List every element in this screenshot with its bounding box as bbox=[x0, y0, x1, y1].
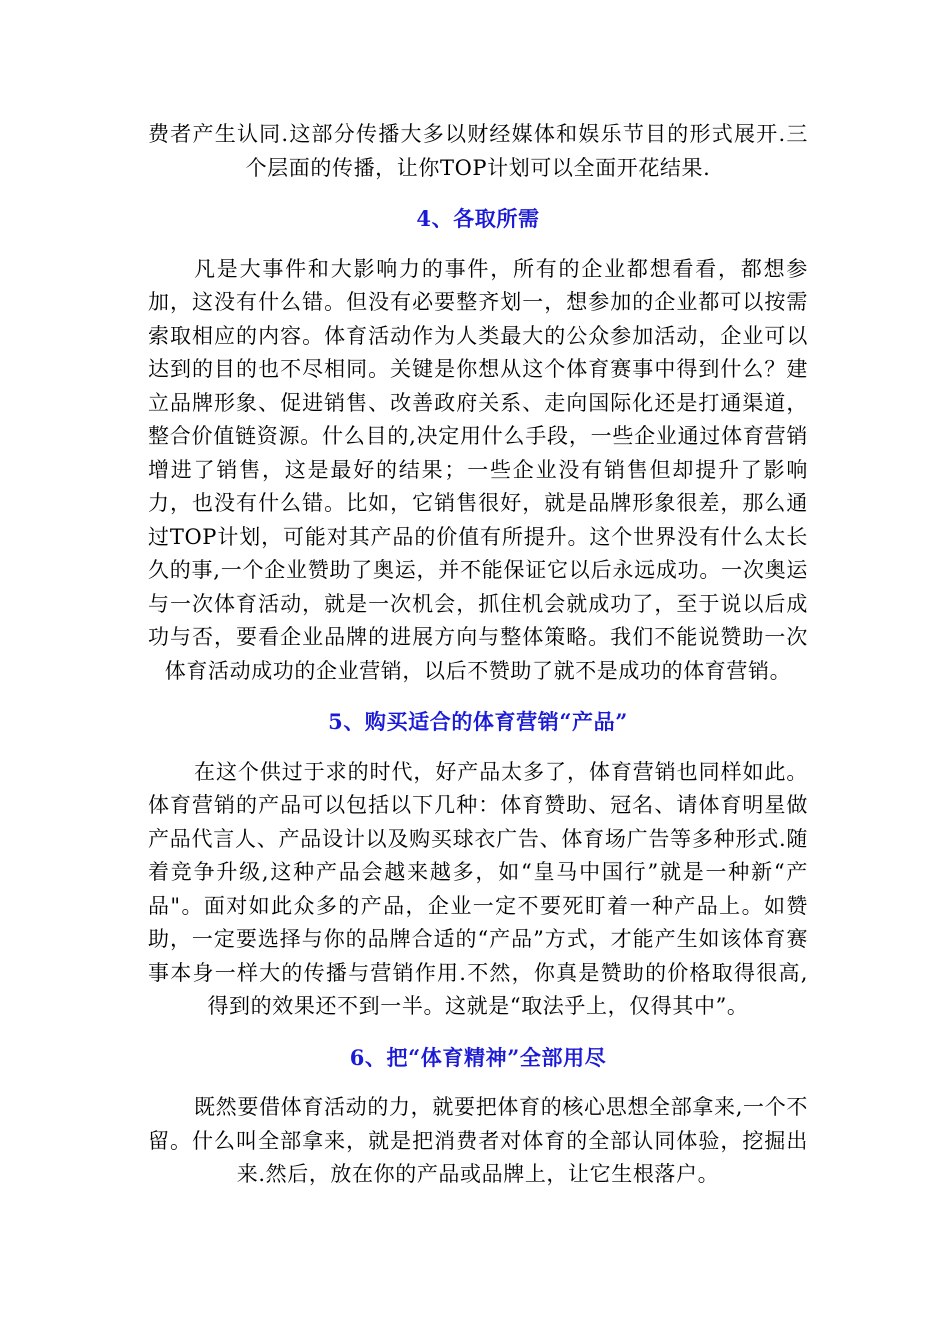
section-heading-5: 5、购买适合的体育营销“产品” bbox=[328, 709, 628, 734]
intro-paragraph: 费者产生认同.这部分传播大多以财经媒体和娱乐节目的形式展开.三个层面的传播，让你TOP计划可以全面开花结果. bbox=[148, 122, 808, 180]
section-heading-6: 6、把“体育精神”全部用尽 bbox=[349, 1044, 607, 1070]
section-body-4: 凡是大事件和大影响力的事件，所有的企业都想看看，都想参加，这没有什么错。但没有必要整齐划一，想参加的企业都可以按需索取相应的内容。体育活动作为人类最大的公众参加活动，企业可以达到的目的也不尽相同。关键是你想从这个体育赛事中得到什么？建立品牌形象、促进销售、改善政府关系、走向国际化还是打通渠道，整合价值链资源。什么目的,决定用什么手段，一些企业通过体育营销增进了销售，这是最好的结果；一些企业没有销售但却提升了影响力，也没有什么错。比如，它销售很好，就是品牌形象很差，那么通过TOP计划，可能对其产品的价值有所提升。这个世界没有什么太长久的事,一个企业赞助了奥运，并不能保证它以后永远成功。一次奥运与一次体育活动，就是一次机会，抓住机会就成功了，至于说以后成功与否，要看企业品牌的进展方向与整体策略。我们不能说赞助一次体育活动成功的企业营销，以后不赞助了就不是成功的体育营销。 bbox=[148, 256, 808, 683]
document-page bbox=[148, 118, 808, 1192]
section-heading-4: 4、各取所需 bbox=[416, 206, 540, 231]
section-body-5: 在这个供过于求的时代，好产品太多了，体育营销也同样如此。体育营销的产品可以包括以下几种：体育赞助、冠名、请体育明星做产品代言人、产品设计以及购买球衣广告、体育场广告等多种形式.随着竞争升级,这种产品会越来越多，如“皇马中国行”就是一种新“产品"。面对如此众多的产品，企业一定不要死盯着一种产品上。如赞助，一定要选择与你的品牌合适的“产品”方式，才能产生如该体育赛事本身一样大的传播与营销作用.不然，你真是赞助的价格取得很高,得到的效果还不到一半。这就是“取法乎上，仅得其中”。 bbox=[148, 759, 808, 1018]
section-body-6: 既然要借体育活动的力，就要把体育的核心思想全部拿来,一个不留。什么叫全部拿来，就是把消费者对体育的全部认同体验，挖掘出来.然后，放在你的产品或品牌上，让它生根落户。 bbox=[148, 1095, 808, 1186]
